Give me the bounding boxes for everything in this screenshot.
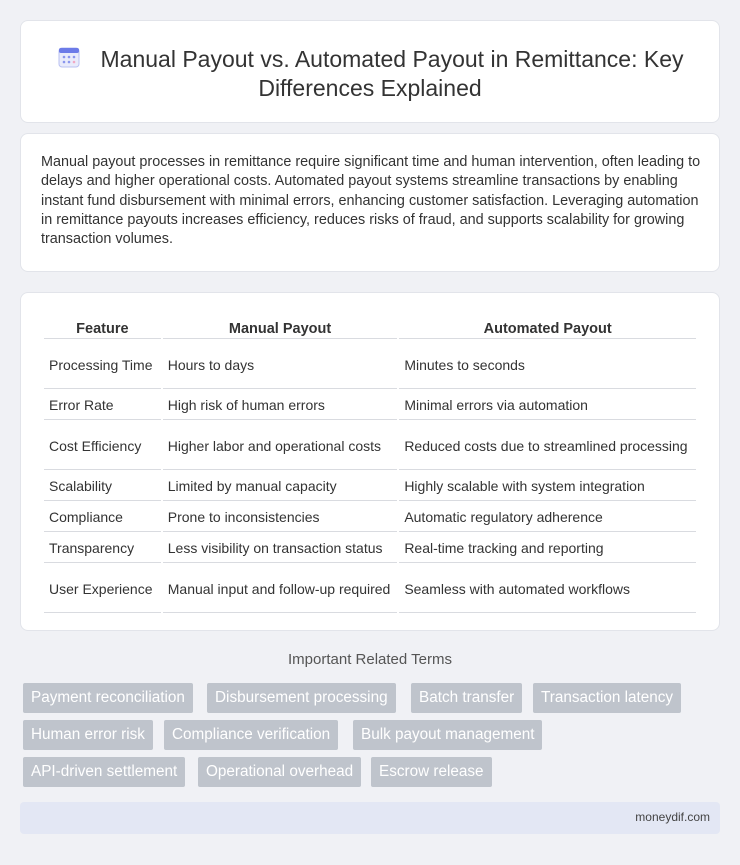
tag-transaction-latency[interactable]: Transaction latency xyxy=(533,683,681,713)
automated-cell: Minutes to seconds xyxy=(399,341,696,389)
manual-cell: High risk of human errors xyxy=(163,391,398,420)
table-row xyxy=(44,565,696,613)
table-row xyxy=(44,422,696,470)
feature-cell: Error Rate xyxy=(44,391,161,420)
intro-card xyxy=(20,133,720,272)
automated-cell: Reduced costs due to streamlined processing xyxy=(399,422,696,470)
tag-disbursement-processing[interactable]: Disbursement processing xyxy=(207,683,396,713)
calendar-document-icon xyxy=(57,45,81,69)
automated-cell: Highly scalable with system integration xyxy=(399,472,696,501)
title-card xyxy=(20,20,720,123)
automated-cell: Real-time tracking and reporting xyxy=(399,534,696,563)
feature-cell: Cost Efficiency xyxy=(44,422,161,470)
feature-cell: Transparency xyxy=(44,534,161,563)
header-feature: Feature xyxy=(44,318,161,339)
automated-cell: Automatic regulatory adherence xyxy=(399,503,696,532)
manual-cell: Prone to inconsistencies xyxy=(163,503,398,532)
feature-cell: User Experience xyxy=(44,565,161,613)
header-manual-payout: Manual Payout xyxy=(163,318,398,339)
manual-cell: Less visibility on transaction status xyxy=(163,534,398,563)
comparison-table xyxy=(42,316,698,615)
tag-compliance-verification[interactable]: Compliance verification xyxy=(164,720,338,750)
page-title: Manual Payout vs. Automated Payout in Remittance: Key Differences Explained xyxy=(100,46,684,101)
manual-cell: Hours to days xyxy=(163,341,398,389)
related-terms-heading: Important Related Terms xyxy=(288,651,452,668)
automated-cell: Seamless with automated workflows xyxy=(399,565,696,613)
footer-site-name: moneydif.com xyxy=(635,810,710,824)
manual-cell: Higher labor and operational costs xyxy=(163,422,398,470)
feature-cell: Scalability xyxy=(44,472,161,501)
tag-human-error-risk[interactable]: Human error risk xyxy=(23,720,153,750)
table-row xyxy=(44,534,696,563)
table-row xyxy=(44,391,696,420)
table-row xyxy=(44,472,696,501)
table-row xyxy=(44,341,696,389)
comparison-table-card xyxy=(20,292,720,631)
tag-bulk-payout-management[interactable]: Bulk payout management xyxy=(353,720,542,750)
tag-api-driven-settlement[interactable]: API-driven settlement xyxy=(23,757,185,787)
automated-cell: Minimal errors via automation xyxy=(399,391,696,420)
footer xyxy=(20,802,720,834)
intro-paragraph: Manual payout processes in remittance require significant time and human intervention, often leading to delays and higher operational costs. Automated payout systems streamline transactions by enabling instant fund disbursement with minimal errors, enhancing customer satisfaction. Leveraging automation in remittance payouts increases efficiency, reduces risks of fraud, and supports scalability for growing transaction volumes. xyxy=(41,154,701,248)
manual-cell: Limited by manual capacity xyxy=(163,472,398,501)
table-header-row xyxy=(44,318,696,339)
feature-cell: Processing Time xyxy=(44,341,161,389)
table-row xyxy=(44,503,696,532)
tag-batch-transfer[interactable]: Batch transfer xyxy=(411,683,522,713)
tag-escrow-release[interactable]: Escrow release xyxy=(371,757,492,787)
header-automated-payout: Automated Payout xyxy=(399,318,696,339)
feature-cell: Compliance xyxy=(44,503,161,532)
tag-payment-reconciliation[interactable]: Payment reconciliation xyxy=(23,683,193,713)
tag-operational-overhead[interactable]: Operational overhead xyxy=(198,757,361,787)
manual-cell: Manual input and follow-up required xyxy=(163,565,398,613)
